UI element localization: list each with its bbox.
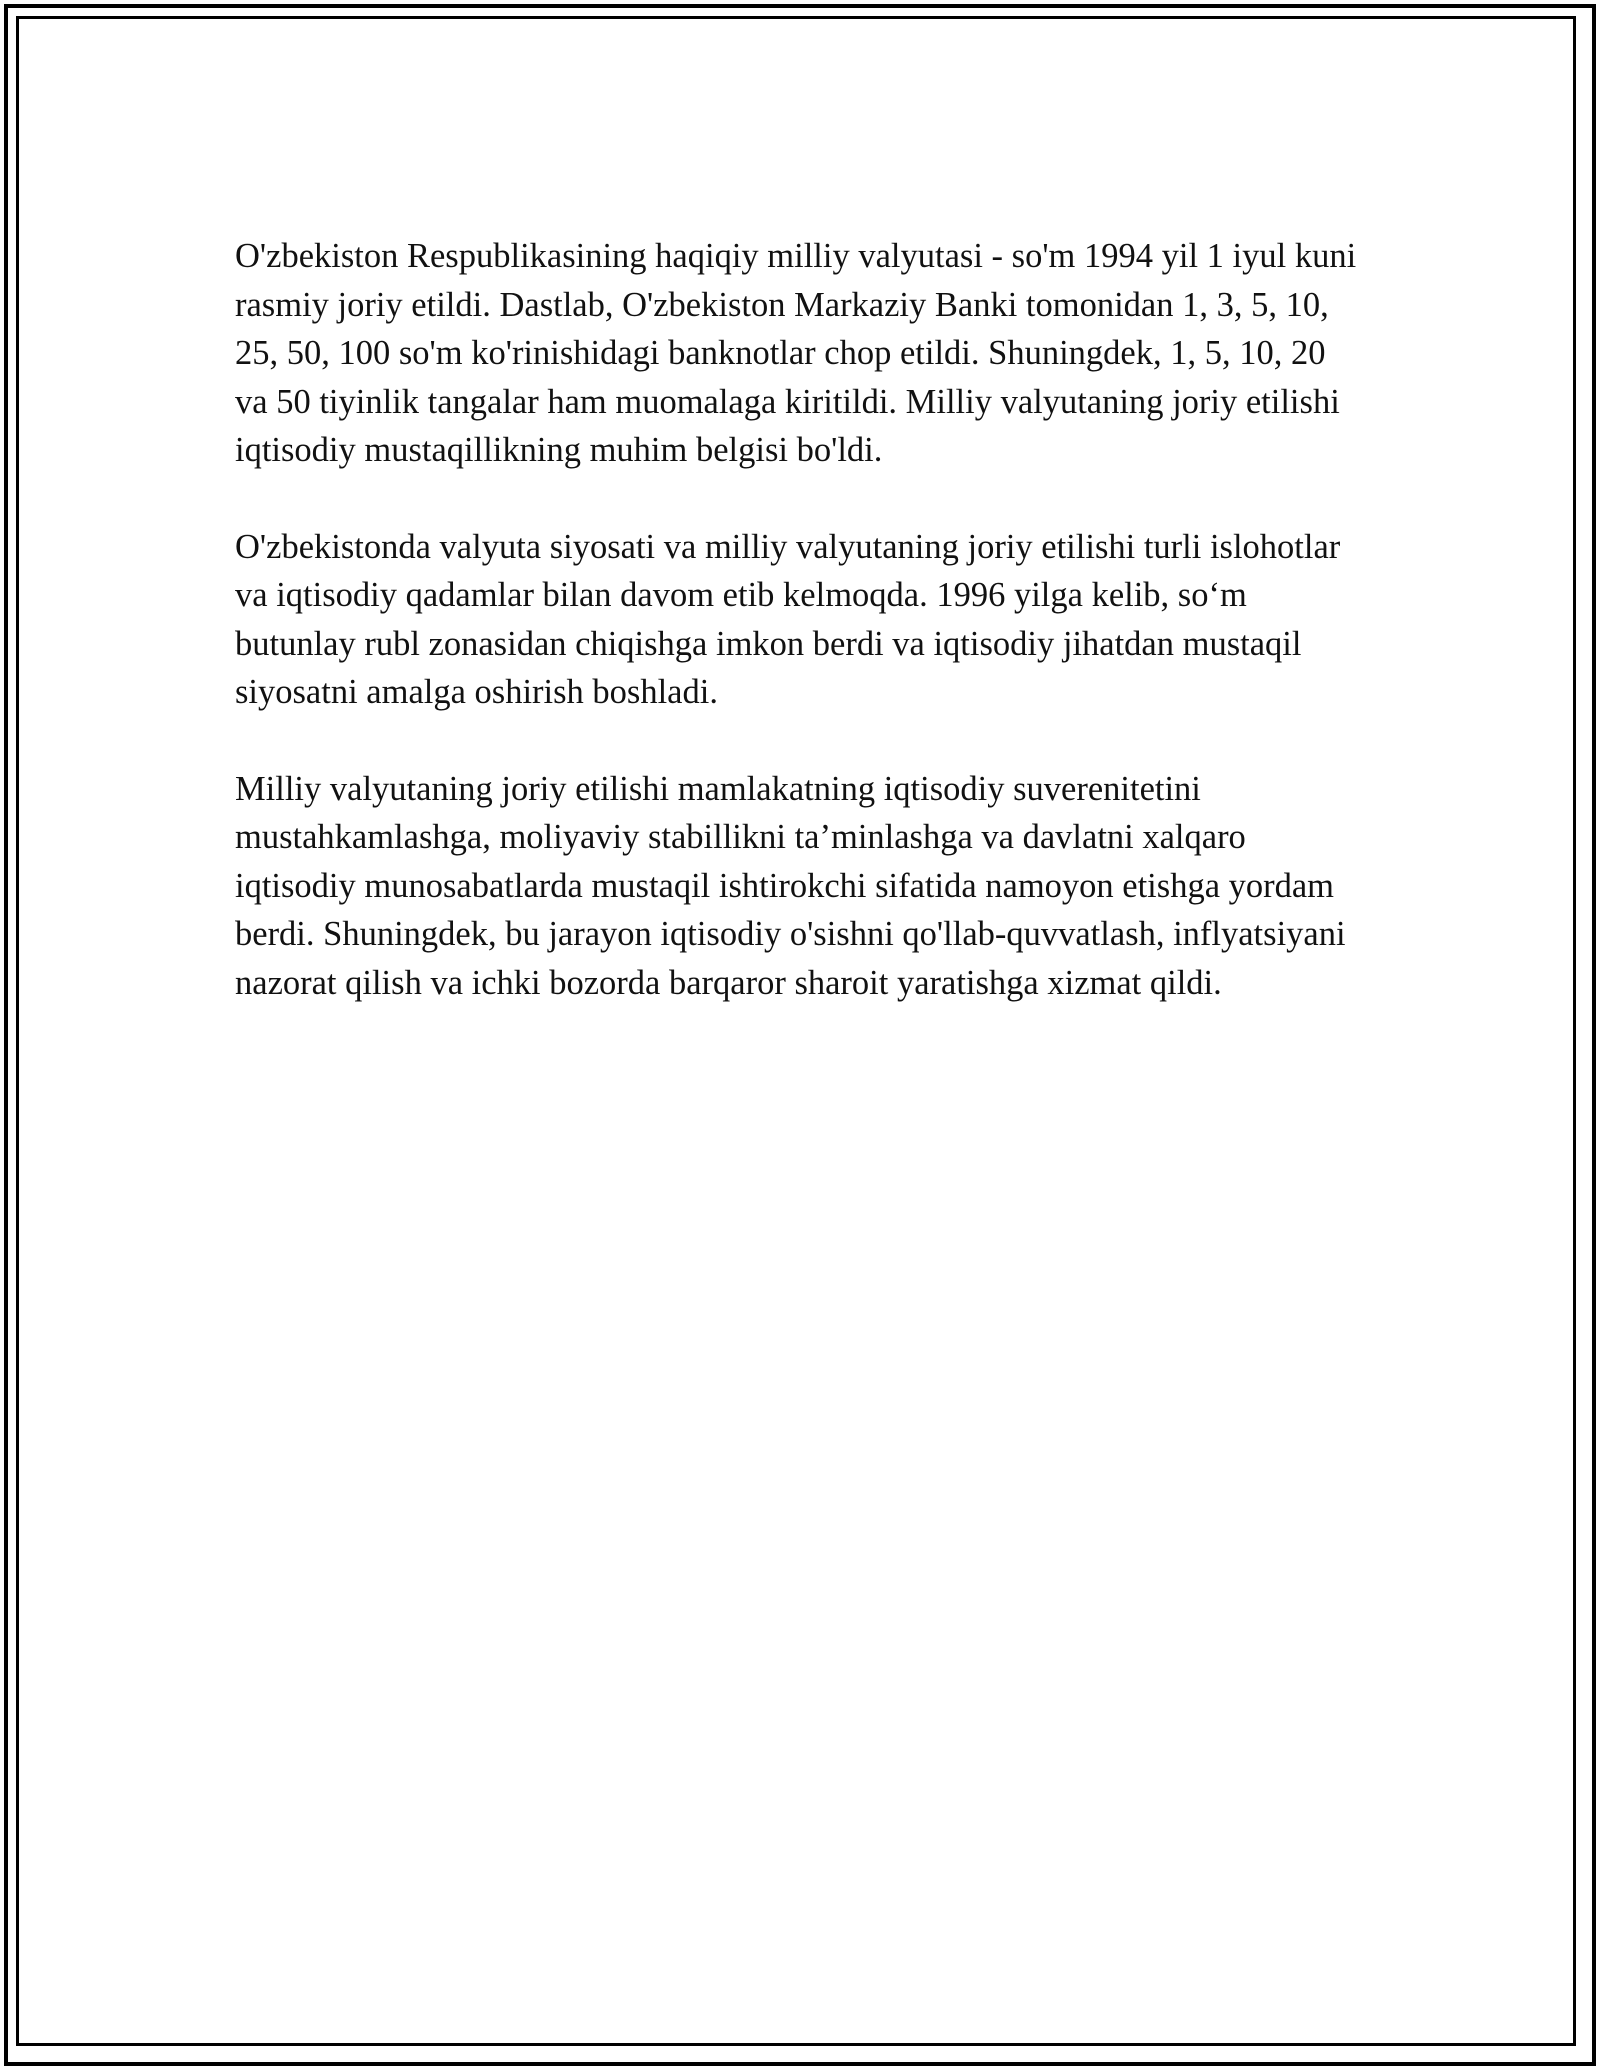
document-body <box>235 232 1365 1055</box>
paragraph-3: Milliy valyutaning joriy etilishi mamlakatning iqtisodiy suverenitetini mustahkamlashga, moliyaviy stabillikni ta’minlashga va davlatni xalqaro iqtisodiy munosabatlarda mustaqil ishtirokchi sifatida namoyon etishga yordam berdi. Shuningdek, bu jarayon iqtisodiy o'sishni qo'llab-quvvatlash, inflyatsiyani nazorat qilish va ichki bozorda barqaror sharoit yaratishga xizmat qildi. <box>235 769 1346 1002</box>
paragraph-1: O'zbekiston Respublikasining haqiqiy milliy valyutasi - so'm 1994 yil 1 iyul kuni rasmiy joriy etildi. Dastlab, O'zbekiston Markaziy Banki tomonidan 1, 3, 5, 10, 25, 50, 100 so'm ko'rinishidagi banknotlar chop etildi. Shuningdek, 1, 5, 10, 20 va 50 tiyinlik tangalar ham muomalaga kiritildi. Milliy valyutaning joriy etilishi iqtisodiy mustaqillikning muhim belgisi bo'ldi. <box>235 237 1357 469</box>
paragraph-2: O'zbekistonda valyuta siyosati va milliy valyutaning joriy etilishi turli islohotlar va iqtisodiy qadamlar bilan davom etib kelmoqda. 1996 yilga kelib, so‘m butunlay rubl zonasidan chiqishga imkon berdi va iqtisodiy jihatdan mustaqil siyosatni amalga oshirish boshladi. <box>235 527 1341 711</box>
